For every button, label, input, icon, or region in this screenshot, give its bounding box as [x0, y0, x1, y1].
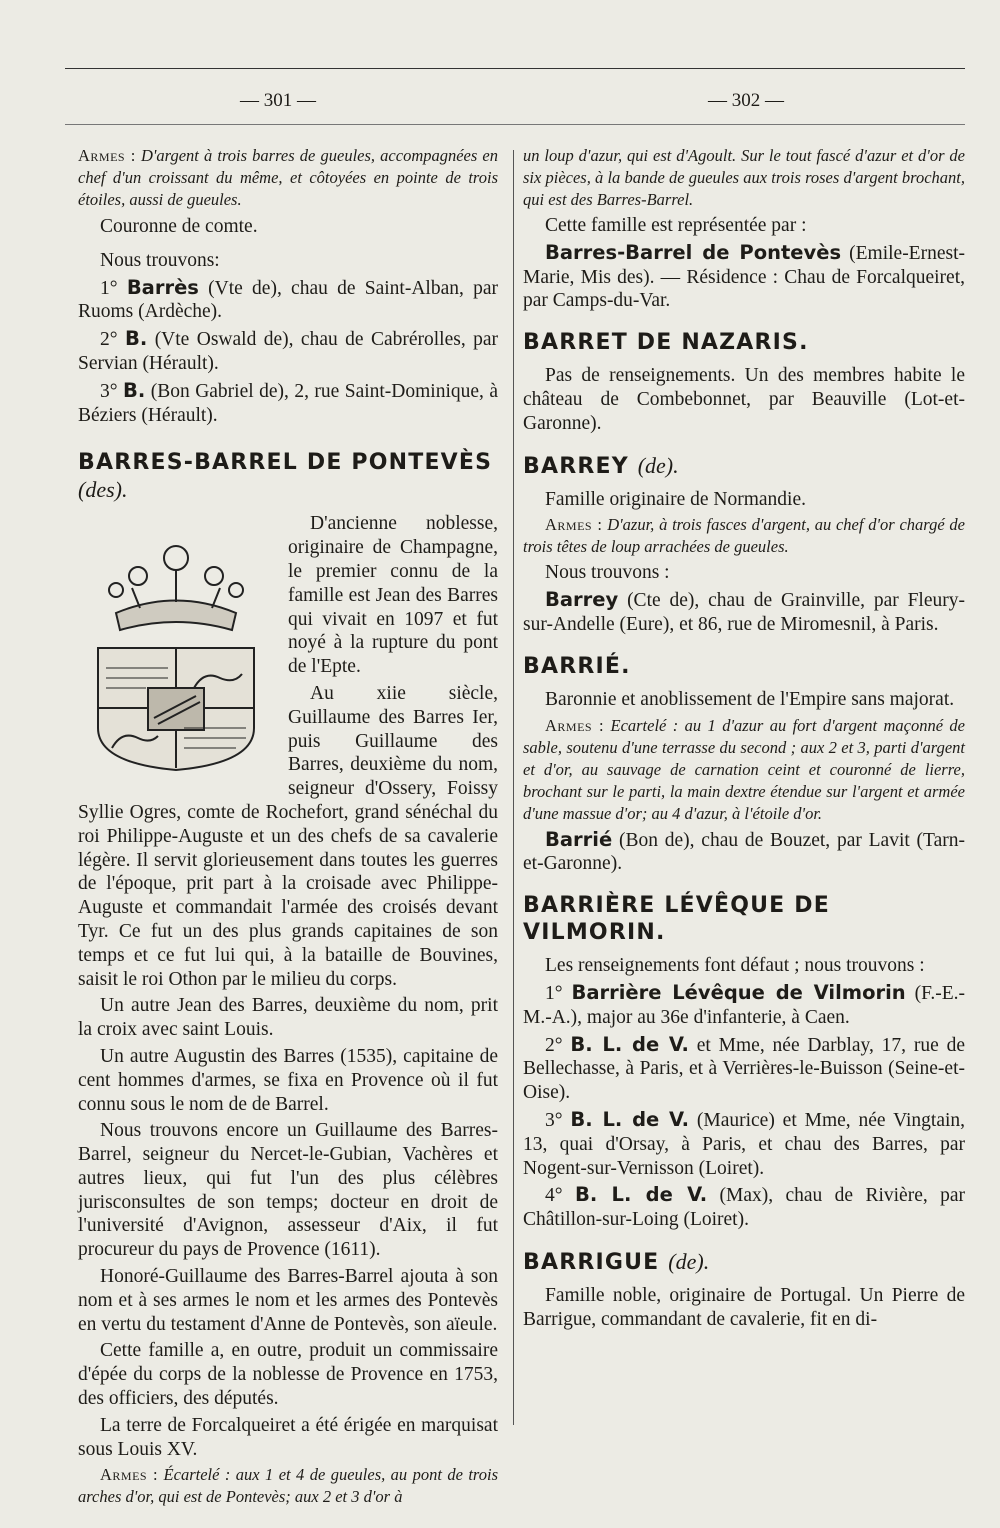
- barret-text: Pas de renseignements. Un des membres habite le château de Combebonnet, par Beauville (Lot-et-Garonne).: [523, 365, 965, 434]
- section-title-barrey: BARREY (de).: [523, 452, 679, 479]
- barrey-entry: Barrey (Cte de), chau de Grainville, par Fleury-sur-Andelle (Eure), et 86, rue de Miromesnil, à Paris.: [523, 588, 965, 635]
- barres-barrel-para-7: Cette famille a, en outre, produit un commissaire d'épée du corps de la noblesse de Provence en 1753, des officiers, des députés.: [78, 1340, 498, 1410]
- barres-barrel-para-4: Un autre Augustin des Barres (1535), capitaine de cent hommes d'armes, se fixa en Provence où il fut connu sous le nom de de Barrel.: [78, 1045, 498, 1115]
- column-divider: [513, 150, 514, 1425]
- barres-barrel-para-2: Au xiie siècle, Guillaume des Barres Ier, puis Guillaume des Barres, deuxième du nom, seigneur d'Ossery, Foissy Syllie Ogres, comte de Rochefort, grand sénéchal du roi Philippe-Auguste et un des chefs de sa cavalerie légère. Il servit glorieusement dans toutes les guerres de l'époque, prit part à la croisade avec Philippe-Auguste et commandait l'armée des croisés devant Tyr. Ce fut un des plus grands capitaines de son temps et ce fut lui qui, à la bataille de Bouvines, saisit le roi Othon par le milieu du corps.: [78, 682, 498, 990]
- header-rule: [65, 68, 965, 69]
- nous-trouvons: Nous trouvons:: [100, 249, 220, 271]
- barres-barrel-para-6: Honoré-Guillaume des Barres-Barrel ajouta à son nom et à ses armes le nom et les armes des Pontevès en vertu du testament d'Anne de Pontevès, son aïeule.: [78, 1266, 498, 1335]
- section-title-barriere: BARRIÈRE LÉVÊQUE DE VILMORIN.: [523, 893, 830, 946]
- barriere-entry-2: 2° B. L. de V. et Mme, née Darblay, 17, rue de Bellechasse, à Paris, et à Verrières-le-Buisson (Seine-et-Oise).: [523, 1032, 966, 1104]
- barres-barrel-para-3: Un autre Jean des Barres, deuxième du nom, prit la croix avec saint Louis.: [78, 995, 498, 1041]
- barrie-text: Baronnie et anoblissement de l'Empire sans majorat.: [545, 688, 955, 710]
- barrey-nous: Nous trouvons :: [545, 562, 670, 584]
- armes-barres: Armes : D'argent à trois barres de gueules, accompagnées en chef d'un croissant du même, et côtoyées en pointe de trois étoiles, aussi de gueules.: [78, 146, 499, 209]
- page-number-left: — 301 —: [240, 90, 316, 111]
- barrie-entry: Barrié (Bon de), chau de Bouzet, par Lavit (Tarn-et-Garonne).: [523, 827, 965, 875]
- header-underline: [65, 124, 965, 125]
- couronne: Couronne de comte.: [100, 216, 258, 237]
- barriere-entry-1: 1° Barrière Lévêque de Vilmorin (F.-E.-M.-A.), major au 36e d'infanterie, à Caen.: [523, 980, 966, 1028]
- entry-barres-3: 3° B. (Bon Gabriel de), 2, rue Saint-Dominique, à Béziers (Hérault).: [78, 378, 499, 426]
- section-title-barret: BARRET DE NAZARIS.: [523, 330, 809, 356]
- right-column: [523, 145, 965, 1335]
- barres-barrel-para-5: Nous trouvons encore un Guillaume des Barres-Barrel, seigneur du Nercet-le-Gubian, Vachères et autres lieux, qui fut l'un des plus célèbres jurisconsultes de son temps; docteur en droit de l'université d'Avignon, assesseur d'Aix, il fut procureur du pays de Provence (1611).: [78, 1120, 498, 1261]
- section-title-barrie: BARRIÉ.: [523, 653, 631, 679]
- section-title-barres-barrel: BARRES-BARREL DE PONTEVÈS (des).: [78, 450, 493, 503]
- entry-barres-2: 2° B. (Vte Oswald de), chau de Cabrérolles, par Servian (Hérault).: [78, 327, 499, 374]
- left-column: [78, 145, 498, 1511]
- entry-barres-1: 1° Barrès (Vte de), chau de Saint-Alban, par Ruoms (Ardèche).: [78, 275, 499, 323]
- crest-icon: [76, 518, 276, 773]
- armes-barrey: Armes : D'azur, à trois fasces d'argent, au chef d'or chargé de trois têtes de loup arrachées de gueules.: [523, 515, 965, 557]
- page-number-right: — 302 —: [708, 90, 784, 111]
- barres-barrel-para-1: D'ancienne noblesse, originaire de Champagne, le premier connu de la famille est Jean des Barres qui vivait en 1097 et fut noyé à la rupture du pont de l'Epte.: [288, 513, 498, 678]
- armes-barrie: Armes : Ecartelé : au 1 d'azur au fort d'argent maçonné de sable, soutenu d'une terrasse du second ; aux 2 et 3, parti d'argent et d'or, au sauvage de carnation ceint et couronné de lierre, brochant sur le parti, la main dextre étendue sur l'argent et armée d'une massue d'or; au 4 d'azur, à l'étoile d'or.: [523, 715, 966, 823]
- barriere-entry-3: 3° B. L. de V. (Maurice) et Mme, née Vingtain, 13, quai d'Orsay, à Paris, et chau des Barres, par Nogent-sur-Vernisson (Loiret).: [523, 1107, 966, 1179]
- barriere-entry-4: 4° B. L. de V. (Max), chau de Rivière, par Châtillon-sur-Loing (Loiret).: [523, 1183, 966, 1231]
- representee: Cette famille est représentée par :: [545, 215, 807, 236]
- barres-barrel-para-8: La terre de Forcalqueiret a été érigée en marquisat sous Louis XV.: [78, 1414, 498, 1460]
- coat-of-arms-image: [76, 518, 276, 773]
- section-title-barrigue: BARRIGUE (de).: [523, 1248, 710, 1275]
- barrigue-text: Famille noble, originaire de Portugal. Un Pierre de Barrigue, commandant de cavalerie, fit en di-: [523, 1284, 965, 1330]
- armes-barres-barrel: Armes : Écartelé : aux 1 et 4 de gueules, au pont de trois arches d'or, qui est de Pontevès; aux 2 et 3 d'or à: [78, 1465, 498, 1507]
- armes-continuation: un loup d'azur, qui est d'Agoult. Sur le tout fascé d'azur et d'or de six pièces, à la bande de gueules aux trois roses d'argent brochant, qui est des Barres-Barrel.: [523, 146, 965, 209]
- barrey-origin: Famille originaire de Normandie.: [545, 488, 807, 510]
- representative-entry: Barres-Barrel de Pontevès (Emile-Ernest-Marie, Mis des). — Résidence : Chau de Forcalqueiret, par Camps-du-Var.: [523, 240, 965, 312]
- barriere-intro: Les renseignements font défaut ; nous trouvons :: [545, 955, 925, 977]
